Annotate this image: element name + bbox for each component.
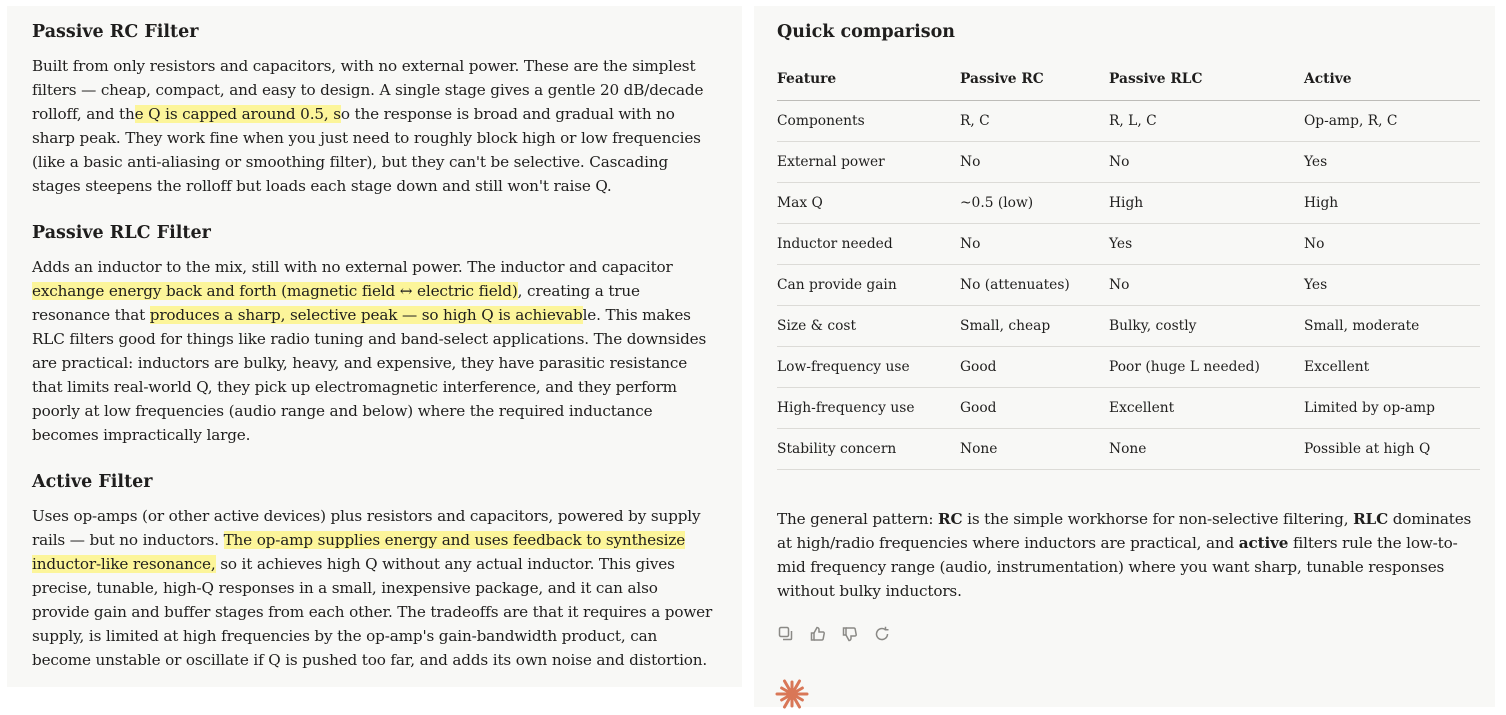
table-header: Active bbox=[1304, 58, 1480, 101]
table-row bbox=[777, 429, 1480, 470]
table-cell: No bbox=[1109, 265, 1304, 306]
table-cell: Excellent bbox=[1109, 388, 1304, 429]
table-cell: Components bbox=[777, 101, 960, 142]
highlight: The op-amp supplies energy and uses feedback to synthesize inductor-like resonance, bbox=[32, 531, 686, 573]
table-row bbox=[777, 183, 1480, 224]
comparison-title: Quick comparison bbox=[777, 22, 956, 42]
table-row bbox=[777, 142, 1480, 183]
table-cell: Possible at high Q bbox=[1304, 429, 1480, 470]
table-cell: Can provide gain bbox=[777, 265, 960, 306]
retry-icon[interactable] bbox=[873, 625, 891, 643]
table-cell: High-frequency use bbox=[777, 388, 960, 429]
table-cell: Good bbox=[960, 388, 1109, 429]
thumbs-down-icon[interactable] bbox=[841, 625, 859, 643]
table-cell: No bbox=[960, 224, 1109, 265]
table-cell: Small, cheap bbox=[960, 306, 1109, 347]
table-cell: Size & cost bbox=[777, 306, 960, 347]
table-cell: No bbox=[960, 142, 1109, 183]
assistant-logo bbox=[775, 677, 1481, 715]
table-cell: External power bbox=[777, 142, 960, 183]
table-header: Feature bbox=[777, 58, 960, 101]
highlight: exchange energy back and forth (magnetic field ↔ electric field) bbox=[32, 282, 518, 300]
comparison-table bbox=[777, 58, 1480, 470]
table-row bbox=[777, 265, 1480, 306]
table-cell: High bbox=[1109, 183, 1304, 224]
section-heading-active: Active Filter bbox=[32, 472, 153, 492]
table-cell: Yes bbox=[1109, 224, 1304, 265]
table-cell: Yes bbox=[1304, 265, 1480, 306]
table-cell: No bbox=[1304, 224, 1480, 265]
table-cell: None bbox=[1109, 429, 1304, 470]
message-actions bbox=[777, 625, 1481, 643]
copy-icon[interactable] bbox=[777, 625, 795, 643]
highlight: e Q is capped around 0.5, s bbox=[134, 105, 341, 123]
table-row bbox=[777, 388, 1480, 429]
table-header-row bbox=[777, 58, 1480, 101]
table-cell: Good bbox=[960, 347, 1109, 388]
table-cell: Max Q bbox=[777, 183, 960, 224]
comparison-panel bbox=[754, 6, 1495, 707]
table-cell: Small, moderate bbox=[1304, 306, 1480, 347]
table-cell: Excellent bbox=[1304, 347, 1480, 388]
table-row bbox=[777, 347, 1480, 388]
table-cell: R, C bbox=[960, 101, 1109, 142]
response-text-panel bbox=[7, 6, 742, 687]
paragraph-active: Uses op-amps (or other active devices) plus resistors and capacitors, powered by supply rails — but no inductors. The op-amp supplies energy and uses feedback to synthesize inductor-like resonance, so it achieves high Q without any actual inductor. This gives precise, tunable, high-Q responses in a small, inexpensive package, and it can also provide gain and buffer stages from each other. The tradeoffs are that it requires a power supply, is limited at high frequencies by the op-amp's gain-bandwidth product, can become unstable or oscillate if Q is pushed too far, and adds its own noise and distortion. bbox=[32, 507, 713, 669]
table-cell: Inductor needed bbox=[777, 224, 960, 265]
table-cell: Poor (huge L needed) bbox=[1109, 347, 1304, 388]
table-row bbox=[777, 101, 1480, 142]
thumbs-up-icon[interactable] bbox=[809, 625, 827, 643]
summary-paragraph: The general pattern: RC is the simple workhorse for non-selective filtering, RLC dominates at high/radio frequencies where inductors are practical, and active filters rule the low-to-mid frequency range (audio, instrumentation) where you want sharp, tunable responses without bulky inductors. bbox=[777, 510, 1472, 600]
paragraph-rc: Built from only resistors and capacitors, with no external power. These are the simplest filters — cheap, compact, and easy to design. A single stage gives a gentle 20 dB/decade rolloff, and the Q is capped around 0.5, so the response is broad and gradual with no sharp peak. They work fine when you just need to roughly block high or low frequencies (like a basic anti-aliasing or smoothing filter), but they can't be selective. Cascading stages steepens the rolloff but loads each stage down and still won't raise Q. bbox=[32, 57, 704, 195]
table-row bbox=[777, 224, 1480, 265]
paragraph-rlc: Adds an inductor to the mix, still with no external power. The inductor and capacitor exchange energy back and forth (magnetic field ↔ electric field), creating a true resonance that produces a sharp, selective peak — so high Q is achievable. This makes RLC filters good for things like radio tuning and band-select applications. The downsides are practical: inductors are bulky, heavy, and expensive, they have parasitic resistance that limits real-world Q, they pick up electromagnetic interference, and they perform poorly at low frequencies (audio range and below) where the required inductance becomes impractically large. bbox=[32, 258, 707, 444]
sparkle-logo-icon bbox=[775, 677, 809, 711]
table-cell: Yes bbox=[1304, 142, 1480, 183]
table-cell: Low-frequency use bbox=[777, 347, 960, 388]
table-cell: No (attenuates) bbox=[960, 265, 1109, 306]
table-header: Passive RLC bbox=[1109, 58, 1304, 101]
table-cell: None bbox=[960, 429, 1109, 470]
table-cell: Limited by op-amp bbox=[1304, 388, 1480, 429]
table-cell: Stability concern bbox=[777, 429, 960, 470]
section-heading-rlc: Passive RLC Filter bbox=[32, 223, 211, 243]
table-cell: High bbox=[1304, 183, 1480, 224]
highlight: produces a sharp, selective peak — so high Q is achievab bbox=[149, 306, 583, 324]
section-heading-rc: Passive RC Filter bbox=[32, 22, 199, 42]
table-cell: Bulky, costly bbox=[1109, 306, 1304, 347]
table-cell: R, L, C bbox=[1109, 101, 1304, 142]
table-cell: No bbox=[1109, 142, 1304, 183]
table-header: Passive RC bbox=[960, 58, 1109, 101]
table-row bbox=[777, 306, 1480, 347]
table-cell: ~0.5 (low) bbox=[960, 183, 1109, 224]
table-cell: Op-amp, R, C bbox=[1304, 101, 1480, 142]
